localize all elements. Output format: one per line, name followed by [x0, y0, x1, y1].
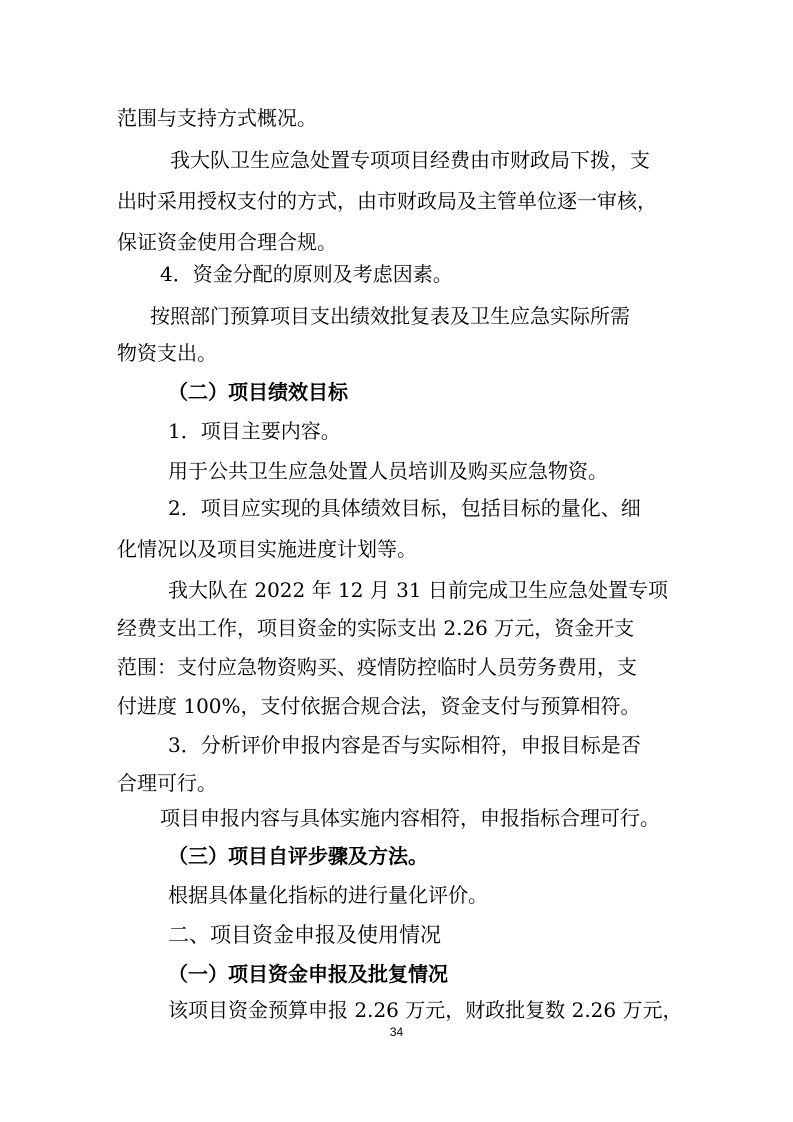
text-line: 按照部门预算项目支出绩效批复表及卫生应急实际所需	[150, 304, 630, 328]
text-line: 物资支出。	[117, 341, 217, 365]
list-item: 1．项目主要内容。	[168, 419, 341, 443]
text-line: 该项目资金预算申报 2.26 万元，财政批复数 2.26 万元，	[168, 998, 683, 1022]
list-item: 2．项目应实现的具体绩效目标，包括目标的量化、细	[168, 496, 641, 520]
text-line: 付进度 100%，支付依据合规合法，资金支付与预算相符。	[117, 694, 641, 718]
text-line: 出时采用授权支付的方式，由市财政局及主管单位逐一审核，	[117, 189, 657, 213]
text-line: 经费支出工作，项目资金的实际支出 2.26 万元，资金开支	[117, 616, 635, 640]
text-line: 范围与支持方式概况。	[117, 106, 317, 130]
text-line: 用于公共卫生应急处置人员培训及购买应急物资。	[168, 459, 608, 483]
page-number: 34	[389, 1025, 404, 1039]
text-line: 项目申报内容与具体实施内容相符，申报指标合理可行。	[160, 806, 660, 830]
list-item: 4．资金分配的原则及考虑因素。	[160, 262, 453, 286]
chapter-heading: 二、项目资金申报及使用情况	[168, 923, 441, 947]
section-heading: （二）项目绩效目标	[168, 380, 348, 404]
list-item: 3．分析评价申报内容是否与实际相符，申报目标是否	[168, 733, 641, 757]
text-line: 化情况以及项目实施进度计划等。	[117, 537, 417, 561]
text-line: 范围：支付应急物资购买、疫情防控临时人员劳务费用，支	[117, 655, 637, 679]
text-line: 根据具体量化指标的进行量化评价。	[168, 883, 488, 907]
text-line: 合理可行。	[117, 771, 217, 795]
section-heading: （三）项目自评步骤及方法。	[168, 844, 428, 868]
text-line: 保证资金使用合理合规。	[117, 230, 337, 254]
section-heading: （一）项目资金申报及批复情况	[168, 962, 448, 986]
text-line: 我大队卫生应急处置专项项目经费由市财政局下拨，支	[170, 148, 650, 172]
text-line: 我大队在 2022 年 12 月 31 日前完成卫生应急处置专项	[168, 578, 668, 602]
